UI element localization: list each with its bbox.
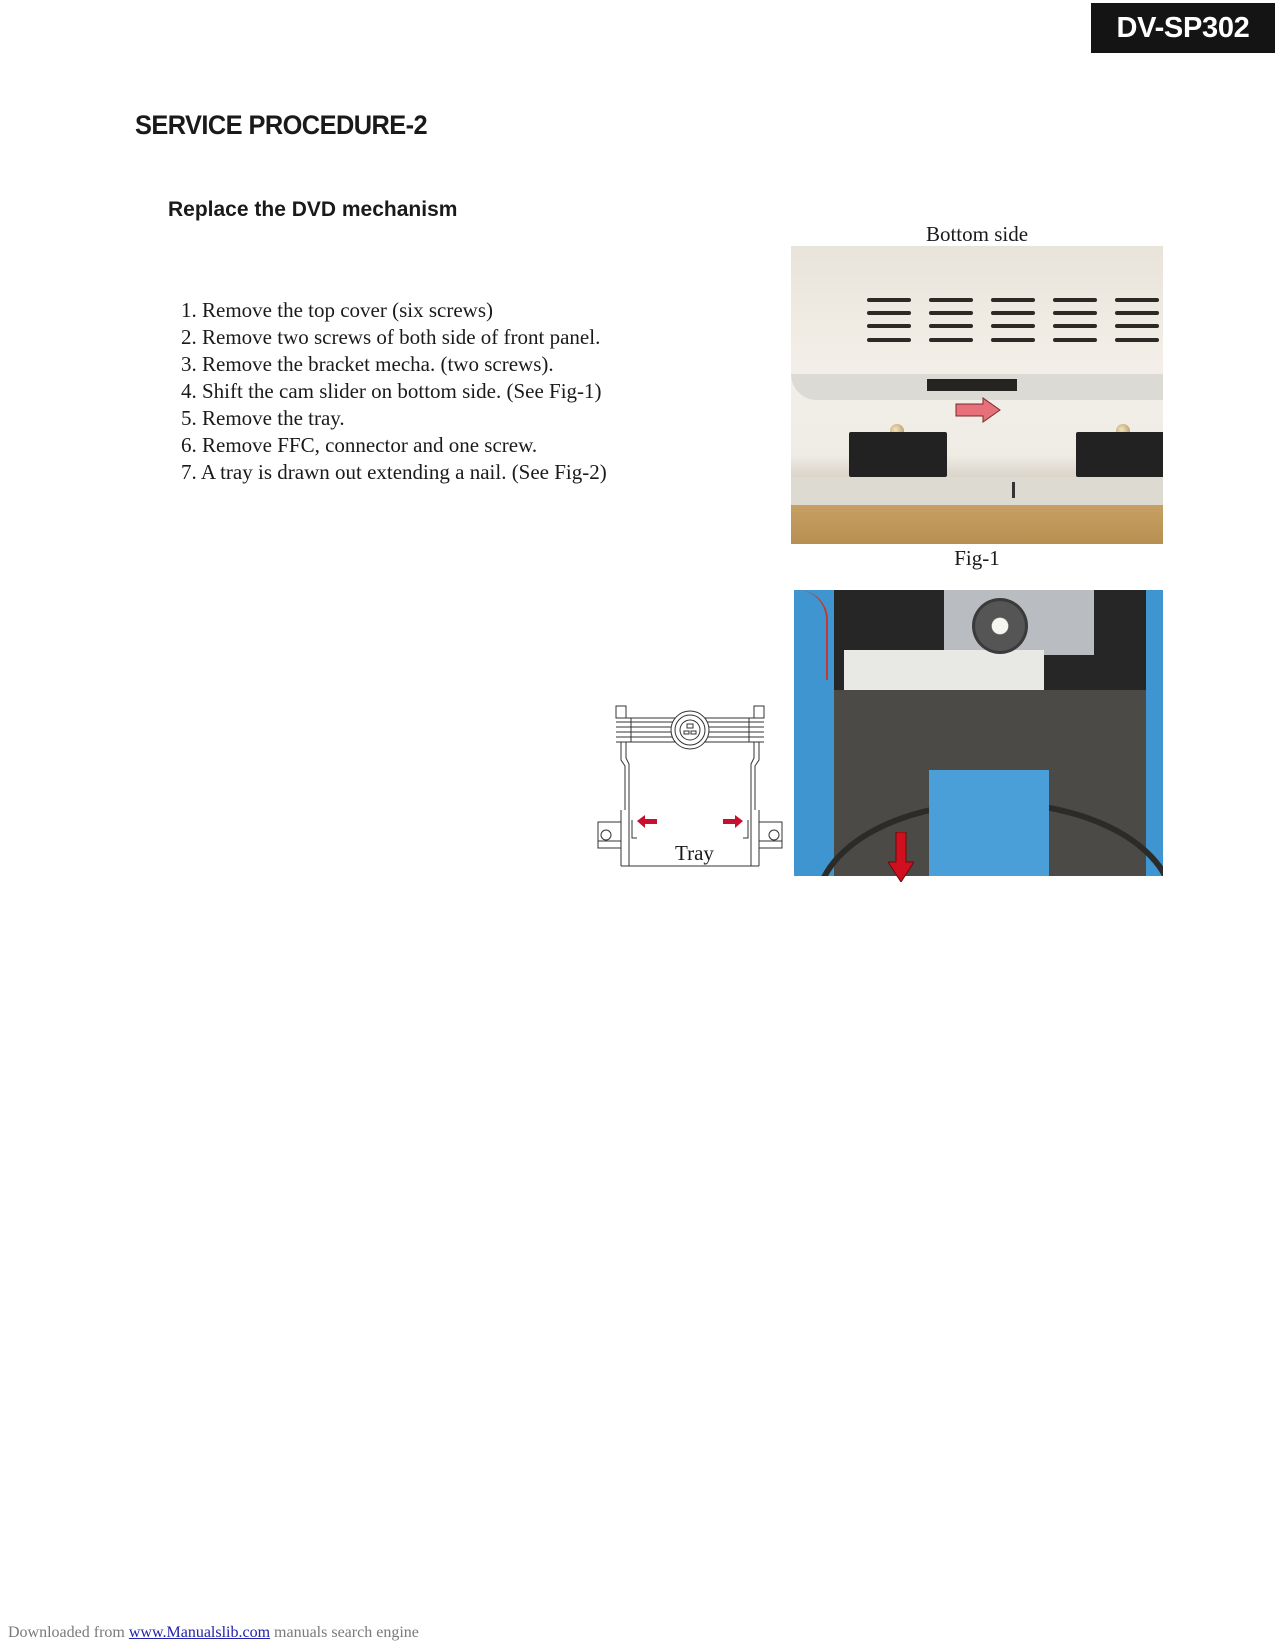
fig1-top-caption: Bottom side [925,222,1029,246]
arrow-right-icon [955,397,1001,423]
step-1: 1. Remove the top cover (six screws) [181,298,493,322]
step-6: 6. Remove FFC, connector and one screw. [181,433,538,457]
tray-diagram [595,700,785,870]
fig1-caption: Fig-1 [954,546,1000,570]
manualslib-link[interactable]: www.Manualslib.com [128,1624,271,1641]
step-4: 4. Shift the cam slider on bottom side. (See Fig-1) [181,379,602,403]
procedure-steps [181,297,607,486]
step-5: 5. Remove the tray. [181,406,345,430]
arrow-down-icon [888,832,914,882]
step-2: 2. Remove two screws of both side of front panel. [181,325,601,349]
model-badge [1091,3,1275,53]
step-7: 7. A tray is drawn out extending a nail. (See Fig-2) [181,460,607,484]
footer-suffix: manuals search engine [274,1624,419,1641]
footer [8,1624,419,1642]
fig2-photo-tray [794,590,1163,876]
section-title: Replace the DVD mechanism [168,198,458,221]
tray-label: Tray [675,841,714,865]
model-number: DV-SP302 [1116,11,1250,44]
step-3: 3. Remove the bracket mecha. (two screws). [181,352,554,376]
page-title: SERVICE PROCEDURE-2 [135,110,428,140]
fig1-photo-bottom-side [791,246,1163,544]
footer-prefix: Downloaded from [8,1624,125,1641]
